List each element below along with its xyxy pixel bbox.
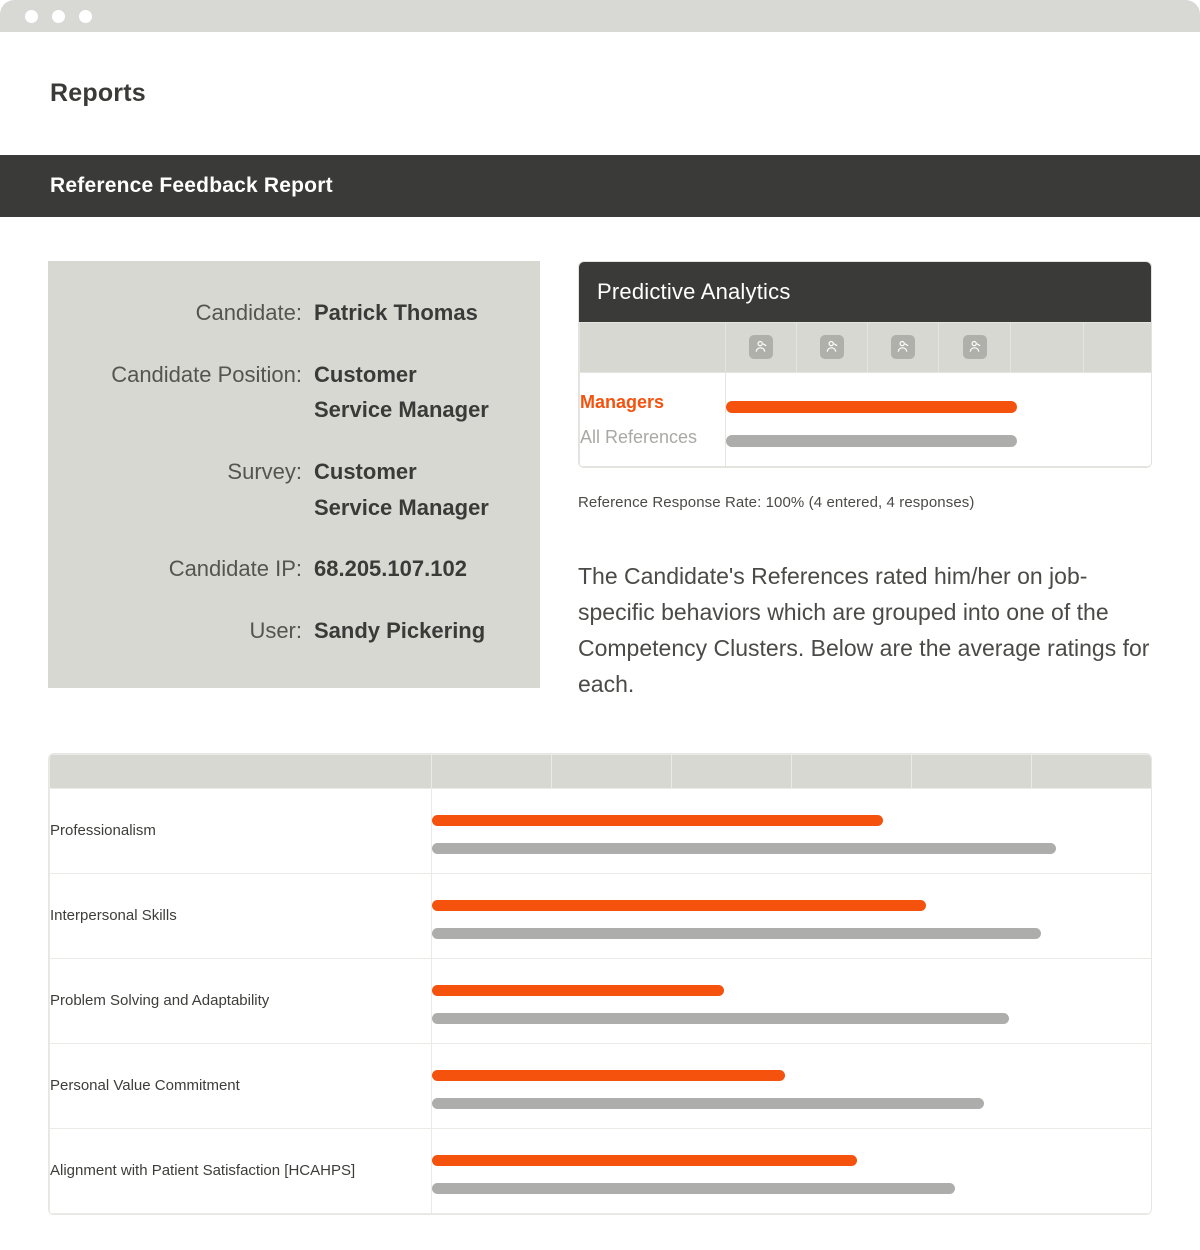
window-titlebar bbox=[0, 0, 1200, 32]
pa-head-spacer bbox=[580, 323, 726, 373]
comp-head-col-4 bbox=[792, 754, 912, 788]
competency-allreferences-bar bbox=[432, 1183, 955, 1194]
predictive-analytics-data-row bbox=[580, 373, 1153, 467]
pa-reference-cell-1 bbox=[726, 323, 797, 373]
candidate-ip-label: Candidate IP: bbox=[168, 556, 302, 582]
comp-head-col-1 bbox=[432, 754, 552, 788]
pa-reference-cell-4 bbox=[939, 323, 1011, 373]
comp-head-col-2 bbox=[552, 754, 672, 788]
competency-header-row bbox=[50, 754, 1153, 788]
competency-managers-bar bbox=[432, 1155, 857, 1166]
competency-bars-cell bbox=[432, 788, 1153, 873]
minimize-dot[interactable] bbox=[52, 10, 65, 23]
competency-allreferences-bar bbox=[432, 843, 1056, 854]
survey-value: Customer Service Manager bbox=[314, 458, 489, 520]
report-title: Reference Feedback Report bbox=[50, 174, 333, 197]
comp-head-col-3 bbox=[672, 754, 792, 788]
table-row bbox=[50, 1043, 1153, 1128]
page-header bbox=[0, 32, 1200, 155]
competency-table-wrapper bbox=[48, 753, 1152, 1215]
candidate-ip-value: 68.205.107.102 bbox=[314, 556, 467, 582]
competency-bars-cell bbox=[432, 958, 1153, 1043]
competency-name: Alignment with Patient Satisfaction [HCAHPS] bbox=[50, 1128, 432, 1213]
competency-bars-container bbox=[432, 1044, 1152, 1128]
top-section bbox=[48, 261, 1152, 703]
competency-bars-cell bbox=[432, 1128, 1153, 1213]
predictive-analytics-table bbox=[579, 322, 1152, 467]
competency-table bbox=[49, 754, 1152, 1214]
comp-head-col-6 bbox=[1032, 754, 1153, 788]
pa-series-labels bbox=[580, 373, 726, 467]
page-title: Reports bbox=[50, 79, 146, 107]
competency-bars-container bbox=[432, 874, 1152, 958]
competency-allreferences-bar bbox=[432, 1013, 1009, 1024]
predictive-analytics-header-row bbox=[580, 323, 1153, 373]
candidate-value: Patrick Thomas bbox=[314, 300, 478, 325]
response-rate-text: Reference Response Rate: 100% (4 entered, 4 responses) bbox=[578, 494, 975, 511]
candidate-label: Candidate: bbox=[195, 300, 302, 325]
competency-managers-bar bbox=[432, 1070, 785, 1081]
close-dot[interactable] bbox=[25, 10, 38, 23]
report-banner bbox=[0, 155, 1200, 217]
pa-managers-label: Managers bbox=[580, 392, 665, 413]
report-description: The Candidate's References rated him/her on job-specific behaviors which are grouped into one of the Competency Clusters. Below are the average ratings for each. bbox=[578, 563, 1150, 697]
competency-bars-cell bbox=[432, 873, 1153, 958]
survey-label: Survey: bbox=[227, 458, 302, 484]
user-value: Sandy Pickering bbox=[314, 617, 486, 643]
candidate-position-label: Candidate Position: bbox=[111, 361, 302, 387]
competency-managers-bar bbox=[432, 815, 883, 826]
pa-empty-cell-6 bbox=[1084, 323, 1153, 373]
analytics-column bbox=[578, 261, 1152, 703]
candidate-position-value: Customer Service Manager bbox=[314, 361, 489, 423]
pa-allreferences-bar bbox=[726, 435, 1017, 447]
comp-head-col-5 bbox=[912, 754, 1032, 788]
competency-name: Professionalism bbox=[50, 788, 432, 873]
pa-reference-cell-2 bbox=[797, 323, 868, 373]
competency-bars-container bbox=[432, 1129, 1152, 1213]
user-label: User: bbox=[249, 617, 302, 643]
predictive-analytics-header bbox=[579, 262, 1151, 322]
competency-name: Personal Value Commitment bbox=[50, 1043, 432, 1128]
pa-bars-container bbox=[726, 373, 1152, 466]
competency-allreferences-bar bbox=[432, 928, 1041, 939]
predictive-analytics-card bbox=[578, 261, 1152, 468]
competency-allreferences-bar bbox=[432, 1098, 984, 1109]
person-icon bbox=[891, 335, 915, 359]
pa-allreferences-label: All References bbox=[580, 426, 698, 447]
competency-managers-bar bbox=[432, 985, 724, 996]
comp-head-label bbox=[50, 754, 432, 788]
competency-bars-container bbox=[432, 959, 1152, 1043]
maximize-dot[interactable] bbox=[79, 10, 92, 23]
predictive-analytics-title: Predictive Analytics bbox=[597, 279, 791, 304]
pa-empty-cell-5 bbox=[1011, 323, 1084, 373]
candidate-info-card bbox=[48, 261, 540, 688]
report-content bbox=[0, 261, 1200, 1215]
competency-name: Interpersonal Skills bbox=[50, 873, 432, 958]
candidate-position-row bbox=[64, 357, 492, 428]
person-icon bbox=[749, 335, 773, 359]
table-row bbox=[50, 958, 1153, 1043]
pa-reference-cell-3 bbox=[868, 323, 939, 373]
person-icon bbox=[963, 335, 987, 359]
competency-name: Problem Solving and Adaptability bbox=[50, 958, 432, 1043]
competency-bars-container bbox=[432, 789, 1152, 873]
pa-managers-bar bbox=[726, 401, 1017, 413]
user-row bbox=[64, 613, 492, 649]
person-icon bbox=[820, 335, 844, 359]
table-row bbox=[50, 873, 1153, 958]
candidate-ip-row bbox=[64, 551, 492, 587]
table-row bbox=[50, 1128, 1153, 1213]
competency-managers-bar bbox=[432, 900, 926, 911]
competency-bars-cell bbox=[432, 1043, 1153, 1128]
survey-row bbox=[64, 454, 492, 525]
table-row bbox=[50, 788, 1153, 873]
candidate-row bbox=[64, 295, 492, 331]
pa-bars-cell bbox=[726, 373, 1153, 467]
